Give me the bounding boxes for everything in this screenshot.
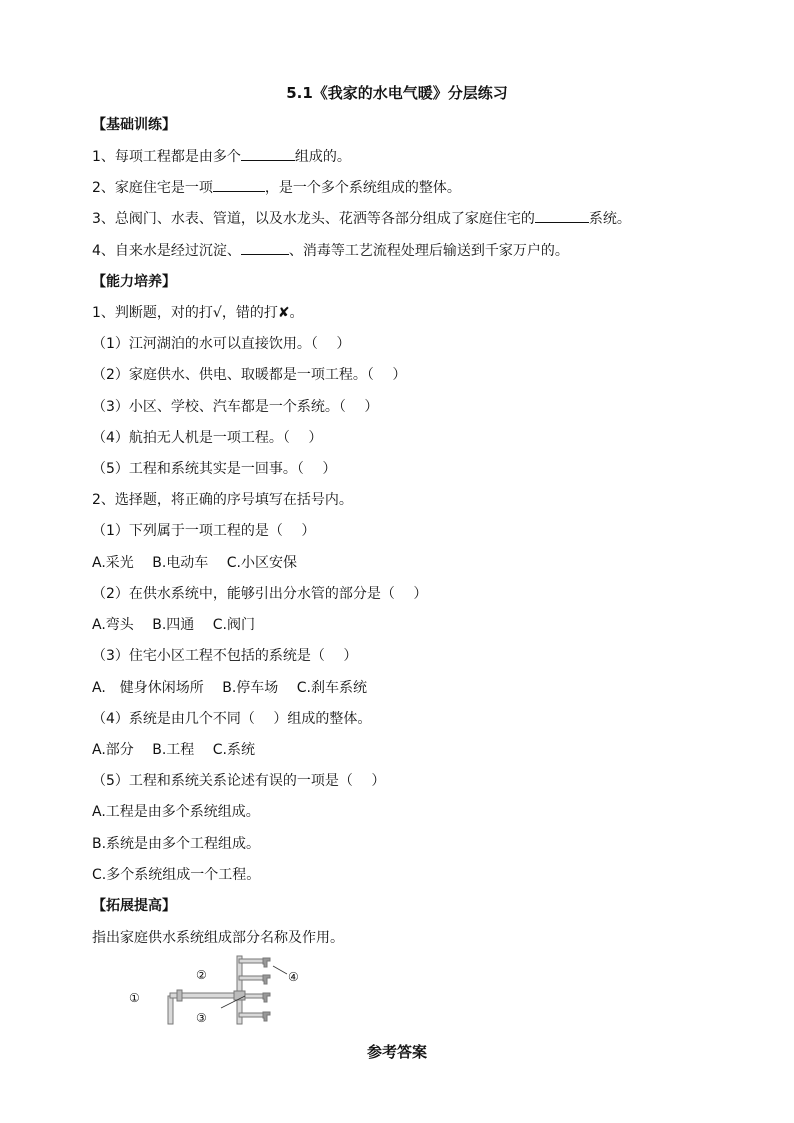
label-2: ② bbox=[196, 968, 207, 982]
choice-options: A.弯头 B.四通 C.阀门 bbox=[92, 617, 255, 633]
judge-title: 1、判断题，对的打√，错的打✘。 bbox=[92, 305, 304, 321]
basic-question-2: 2、家庭住宅是一项 ，是一个多个系统组成的整体。 bbox=[92, 177, 461, 197]
choice-option-b: B.系统是由多个工程组成。 bbox=[92, 836, 261, 852]
answer-blank[interactable] bbox=[241, 146, 295, 161]
faucet-icon bbox=[263, 1012, 270, 1021]
water-supply-diagram bbox=[125, 952, 325, 1032]
faucet-icon bbox=[263, 958, 270, 967]
choice-question: （5）工程和系统关系论述有误的一项是（ ） bbox=[92, 773, 386, 789]
judge-item: （2）家庭供水、供电、取暖都是一项工程。（ ） bbox=[92, 367, 407, 383]
choice-question: （1）下列属于一项工程的是（ ） bbox=[92, 523, 316, 539]
answer-blank[interactable] bbox=[213, 177, 265, 192]
section-basic-heading: 【基础训练】 bbox=[92, 117, 176, 133]
judge-item: （4）航拍无人机是一项工程。（ ） bbox=[92, 430, 323, 446]
pointer-line bbox=[273, 966, 287, 974]
judge-item: （3）小区、学校、汽车都是一个系统。（ ） bbox=[92, 399, 379, 415]
faucet-icon bbox=[263, 975, 270, 984]
answer-blank[interactable] bbox=[535, 208, 589, 223]
branch-pipe bbox=[239, 976, 265, 980]
choice-question: （4）系统是由几个不同（ ）组成的整体。 bbox=[92, 711, 372, 727]
valve-icon bbox=[177, 990, 182, 1001]
judge-item: （5）工程和系统其实是一回事。（ ） bbox=[92, 461, 337, 477]
basic-question-3: 3、总阀门、水表、管道，以及水龙头、花洒等各部分组成了家庭住宅的 系统。 bbox=[92, 208, 631, 228]
branch-pipe bbox=[239, 959, 265, 963]
choice-options: A.部分 B.工程 C.系统 bbox=[92, 742, 255, 758]
basic-question-1: 1、每项工程都是由多个 组成的。 bbox=[92, 146, 351, 166]
choice-option-c: C.多个系统组成一个工程。 bbox=[92, 867, 261, 883]
judge-item: （1）江河湖泊的水可以直接饮用。（ ） bbox=[92, 336, 351, 352]
basic-question-4: 4、自来水是经过沉淀、 、消毒等工艺流程处理后输送到千家万户的。 bbox=[92, 240, 569, 260]
choice-title: 2、选择题，将正确的序号填写在括号内。 bbox=[92, 492, 353, 508]
choice-option-a: A.工程是由多个系统组成。 bbox=[92, 804, 260, 820]
page-title: 5.1《我家的水电气暖》分层练习 bbox=[286, 84, 508, 102]
label-4: ④ bbox=[288, 970, 299, 984]
answer-heading: 参考答案 bbox=[366, 1043, 427, 1061]
choice-question: （2）在供水系统中，能够引出分水管的部分是（ ） bbox=[92, 586, 428, 602]
label-3: ③ bbox=[196, 1011, 207, 1025]
answer-blank[interactable] bbox=[241, 240, 289, 255]
extend-question: 指出家庭供水系统组成部分名称及作用。 bbox=[92, 930, 344, 946]
choice-options: A. 健身休闲场所 B.停车场 C.刹车系统 bbox=[92, 680, 367, 696]
section-ability-heading: 【能力培养】 bbox=[92, 274, 176, 290]
choice-options: A.采光 B.电动车 C.小区安保 bbox=[92, 555, 297, 571]
choice-question: （3）住宅小区工程不包括的系统是（ ） bbox=[92, 648, 358, 664]
section-extend-heading: 【拓展提高】 bbox=[92, 898, 176, 914]
branch-pipe bbox=[239, 1013, 265, 1017]
faucet-icon bbox=[263, 993, 270, 1002]
label-1: ① bbox=[129, 991, 140, 1005]
inlet-pipe bbox=[168, 996, 173, 1024]
